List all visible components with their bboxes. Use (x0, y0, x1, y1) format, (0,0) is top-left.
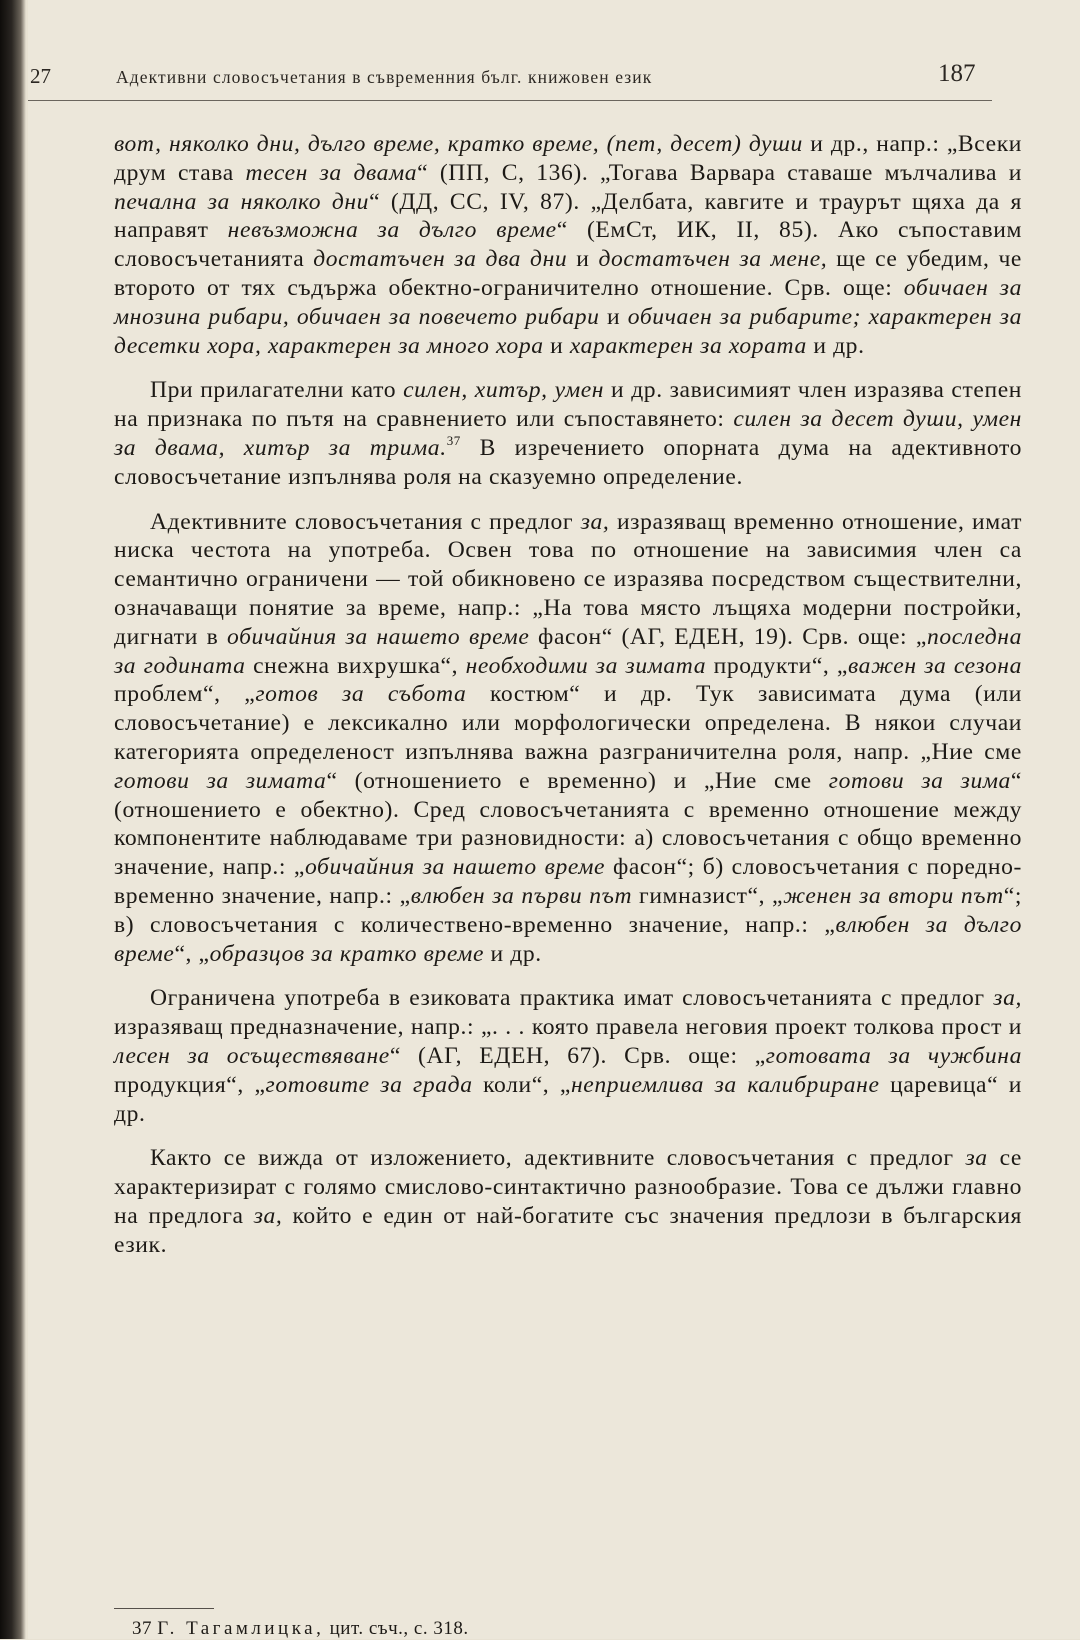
header-title: Адективни словосъчетания в съвременния бълг. книжовен език (116, 67, 653, 87)
header-left-number: 27 (30, 64, 51, 88)
footnote (132, 1618, 469, 1640)
paragraph: При прилагателни като силен, хитър, умен и др. зависимият член изразява степен на признака по пътя на сравнението или съпоставянето: силен за десет души, умен за двама, хитър за трима.$^{37}$ В изречението опорната дума на адективното словосъчетание изпълнява роля на сказуемно определение. (114, 377, 1023, 490)
running-header (28, 58, 1008, 98)
page-number: 187 (938, 60, 976, 87)
footnote-number: 37 (132, 1618, 152, 1639)
header-rule (28, 100, 992, 101)
footnote-rule (114, 1608, 214, 1609)
footnote-reference: цит. съч., с. 318. (329, 1618, 469, 1639)
paragraph: Както се вижда от изложението, адективните словосъчетания с предлог за се характеризират с голямо смислово-синтактично разнообразие. Това се дължи главно на предлога за, който е един от най-богатите със значения предлози в българския език. (114, 1145, 1022, 1258)
book-page (28, 0, 1080, 1639)
paragraph: Адективните словосъчетания с предлог за, изразяващ временно отношение, имат ниска честота на употреба. Освен това по отношение на зависимия член са семантично ограничени — той обикновено се изразява посредством съществителни, означаващи понятие за време, напр.: „На това място лъщяха модерни постройки, дигнати в обичайния за нашето време фасон“ (АГ, ЕДЕН, 19). Срв. още: „последна за годината снежна вихрушка“, необходими за зимата продукти“, „важен за сезона проблем“, „готов за събота костюм“ и др. Тук зависимата дума (или словосъчетание) е лексикално или морфологически определена. В някои случаи категорията определеност изпълнява важна разграничителна роля, напр. „Ние сме готови за зимата“ (отношението е временно) и „Ние сме готови за зима“ (отношението е обектно). Сред словосъчетанията с временно отношение между компонентите наблюдаваме три разновидности: а) словосъчетания с общо временно значение, напр.: „обичайния за нашето време фасон“; б) словосъчетания с поредно-временно значение, напр.: „влюбен за първи път гимназист“, „женен за втори път“; в) словосъчетания с количествено-временно значение, напр.: „влюбен за дълго време“, „образцов за кратко време и др. (114, 508, 1023, 967)
paragraph: Ограничена употреба в езиковата практика имат словосъчетанията с предлог за, изразяващ предназначение, напр.: „. . . която правела неговия проект толкова прост и лесен за осъществяване“ (АГ, ЕДЕН, 67). Срв. още: „готовата за чужбина продукция“, „готовите за града коли“, „неприемлива за калибриране царевица“ и др. (114, 985, 1022, 1127)
book-binding-shadow (0, 0, 26, 1639)
paragraph: вот, няколко дни, дълго време, кратко време, (пет, десет) души и др., напр.: „Всеки друм става тесен за двама“ (ПП, С, 136). „Тогава Варвара ставаше мълчалива и печална за няколко дни“ (ДД, СС, IV, 87). „Делбата, кавгите и траурът щяха да я направят невъзможна за дълго време“ (ЕмСт, ИК, II, 85). Ако съпоставим словосъчетанията достатъчен за два дни и достатъчен за мене, ще се убедим, че второто от тях съдържа обектно-ограничително отношение. Срв. още: обичаен за мнозина рибари, обичаен за повечето рибари и обичаен за рибарите; характерен за десетки хора, характерен за много хора и характерен за хората и др. (114, 131, 1023, 359)
footnote-author: Г. Тагамлицка, (157, 1618, 325, 1639)
body-text (114, 130, 1022, 1275)
